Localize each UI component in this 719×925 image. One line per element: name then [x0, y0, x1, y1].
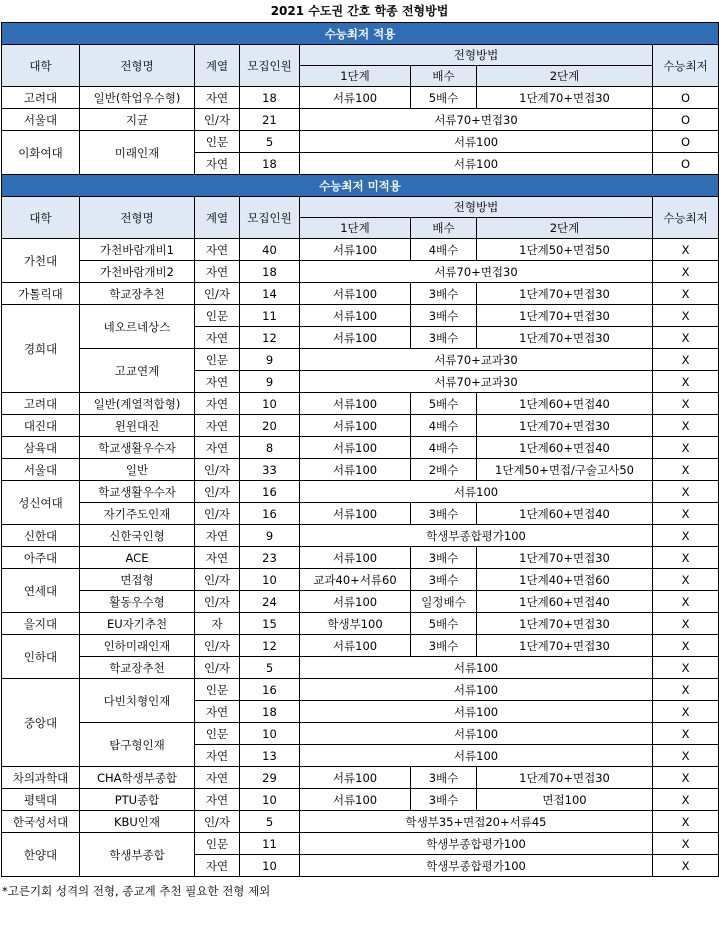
multiple-cell: 3배수: [411, 569, 477, 591]
method-cell: 서류100: [300, 131, 653, 153]
header-stage2: 2단계: [477, 66, 653, 87]
table-row: [2, 811, 719, 833]
method-cell: 서류100: [300, 701, 653, 723]
multiple-cell: 3배수: [411, 789, 477, 811]
header-csat: 수능최저: [653, 45, 719, 87]
program-cell: 네오르네상스: [80, 305, 195, 349]
program-cell: 고교연계: [80, 349, 195, 393]
csat-cell: X: [653, 789, 719, 811]
count-cell: 14: [240, 283, 300, 305]
count-cell: 18: [240, 701, 300, 723]
program-cell: 신한국인형: [80, 525, 195, 547]
csat-cell: X: [653, 767, 719, 789]
track-cell: 인문: [195, 679, 240, 701]
track-cell: 자연: [195, 525, 240, 547]
header-track: 계열: [195, 197, 240, 239]
method-cell: 학생부종합평가100: [300, 855, 653, 877]
header-stage1: 1단계: [300, 218, 411, 239]
csat-cell: X: [653, 261, 719, 283]
stage1-cell: 서류100: [300, 393, 411, 415]
table-row: [2, 109, 719, 131]
stage2-cell: 1단계70+면접30: [477, 547, 653, 569]
program-cell: 자기주도인재: [80, 503, 195, 525]
csat-cell: X: [653, 459, 719, 481]
csat-cell: X: [653, 481, 719, 503]
track-cell: 인/자: [195, 569, 240, 591]
univ-cell: 연세대: [2, 569, 80, 613]
table-row: [2, 261, 719, 283]
csat-cell: X: [653, 393, 719, 415]
track-cell: 자연: [195, 87, 240, 109]
track-cell: 인문: [195, 349, 240, 371]
track-cell: 자연: [195, 789, 240, 811]
track-cell: 인/자: [195, 283, 240, 305]
stage1-cell: 서류100: [300, 87, 411, 109]
count-cell: 5: [240, 657, 300, 679]
method-cell: 서류70+교과30: [300, 371, 653, 393]
csat-cell: O: [653, 153, 719, 175]
univ-cell: 이화여대: [2, 131, 80, 175]
csat-cell: O: [653, 87, 719, 109]
program-cell: 학교생활우수자: [80, 437, 195, 459]
count-cell: 29: [240, 767, 300, 789]
univ-cell: 한양대: [2, 833, 80, 877]
method-cell: 서류100: [300, 745, 653, 767]
program-cell: 가천바람개비2: [80, 261, 195, 283]
count-cell: 9: [240, 525, 300, 547]
track-cell: 자연: [195, 745, 240, 767]
table-row: [2, 789, 719, 811]
track-cell: 자연: [195, 393, 240, 415]
table-row: [2, 503, 719, 525]
header-method: 전형방법: [300, 45, 653, 66]
track-cell: 자연: [195, 327, 240, 349]
csat-cell: X: [653, 811, 719, 833]
count-cell: 9: [240, 349, 300, 371]
header-row: [2, 45, 719, 66]
method-cell: 서류70+면접30: [300, 109, 653, 131]
program-cell: 일반(계열적합형): [80, 393, 195, 415]
univ-cell: 을지대: [2, 613, 80, 635]
table-row: [2, 131, 719, 153]
univ-cell: 인하대: [2, 635, 80, 679]
track-cell: 인/자: [195, 591, 240, 613]
stage2-cell: 1단계70+면접30: [477, 327, 653, 349]
csat-cell: X: [653, 503, 719, 525]
header-univ: 대학: [2, 197, 80, 239]
univ-cell: 가톨릭대: [2, 283, 80, 305]
multiple-cell: 4배수: [411, 239, 477, 261]
track-cell: 자연: [195, 261, 240, 283]
program-cell: 학교생활우수자: [80, 481, 195, 503]
csat-cell: X: [653, 591, 719, 613]
table-row: [2, 767, 719, 789]
count-cell: 11: [240, 833, 300, 855]
method-cell: 서류100: [300, 153, 653, 175]
stage1-cell: 교과40+서류60: [300, 569, 411, 591]
csat-cell: X: [653, 283, 719, 305]
univ-cell: 가천대: [2, 239, 80, 283]
count-cell: 24: [240, 591, 300, 613]
count-cell: 15: [240, 613, 300, 635]
stage2-cell: 1단계50+면접50: [477, 239, 653, 261]
csat-cell: X: [653, 855, 719, 877]
count-cell: 21: [240, 109, 300, 131]
track-cell: 자연: [195, 371, 240, 393]
univ-cell: 한국성서대: [2, 811, 80, 833]
multiple-cell: 5배수: [411, 87, 477, 109]
track-cell: 인문: [195, 305, 240, 327]
stage2-cell: 1단계70+면접30: [477, 415, 653, 437]
stage2-cell: 1단계40+면접60: [477, 569, 653, 591]
stage2-cell: 1단계60+면접40: [477, 591, 653, 613]
header-count: 모집인원: [240, 45, 300, 87]
track-cell: 자연: [195, 153, 240, 175]
header-count: 모집인원: [240, 197, 300, 239]
csat-cell: O: [653, 131, 719, 153]
table-row: [2, 525, 719, 547]
table-row: [2, 459, 719, 481]
program-cell: 학교장추천: [80, 283, 195, 305]
table-row: [2, 87, 719, 109]
stage2-cell: 1단계60+면접40: [477, 503, 653, 525]
program-cell: 다빈치형인재: [80, 679, 195, 723]
track-cell: 인문: [195, 833, 240, 855]
method-cell: 서류70+면접30: [300, 261, 653, 283]
univ-cell: 고려대: [2, 87, 80, 109]
track-cell: 인/자: [195, 635, 240, 657]
csat-cell: X: [653, 745, 719, 767]
stage1-cell: 서류100: [300, 459, 411, 481]
section-label: 수능최저 적용: [2, 23, 719, 45]
csat-cell: X: [653, 437, 719, 459]
table-row: [2, 349, 719, 371]
univ-cell: 아주대: [2, 547, 80, 569]
count-cell: 18: [240, 153, 300, 175]
track-cell: 자연: [195, 415, 240, 437]
csat-cell: O: [653, 109, 719, 131]
count-cell: 8: [240, 437, 300, 459]
stage1-cell: 학생부100: [300, 613, 411, 635]
program-cell: 활동우수형: [80, 591, 195, 613]
multiple-cell: 3배수: [411, 767, 477, 789]
multiple-cell: 3배수: [411, 547, 477, 569]
stage1-cell: 서류100: [300, 415, 411, 437]
csat-cell: X: [653, 723, 719, 745]
stage1-cell: 서류100: [300, 789, 411, 811]
count-cell: 10: [240, 855, 300, 877]
section-label: 수능최저 미적용: [2, 175, 719, 197]
track-cell: 자연: [195, 437, 240, 459]
program-cell: 일반: [80, 459, 195, 481]
program-cell: 윈윈대진: [80, 415, 195, 437]
section-banner: [2, 175, 719, 197]
program-cell: 가천바람개비1: [80, 239, 195, 261]
csat-cell: X: [653, 547, 719, 569]
program-cell: 인하미래인재: [80, 635, 195, 657]
count-cell: 9: [240, 371, 300, 393]
csat-cell: X: [653, 371, 719, 393]
univ-cell: 고려대: [2, 393, 80, 415]
method-cell: 학생부종합평가100: [300, 833, 653, 855]
track-cell: 자연: [195, 767, 240, 789]
track-cell: 인/자: [195, 657, 240, 679]
program-cell: ACE: [80, 547, 195, 569]
csat-cell: X: [653, 833, 719, 855]
count-cell: 16: [240, 481, 300, 503]
count-cell: 12: [240, 635, 300, 657]
table-row: [2, 657, 719, 679]
header-track: 계열: [195, 45, 240, 87]
table-row: [2, 283, 719, 305]
stage2-cell: 1단계70+면접30: [477, 305, 653, 327]
stage2-cell: 면접100: [477, 789, 653, 811]
stage1-cell: 서류100: [300, 305, 411, 327]
track-cell: 인/자: [195, 109, 240, 131]
table-row: [2, 305, 719, 327]
multiple-cell: 3배수: [411, 503, 477, 525]
count-cell: 10: [240, 723, 300, 745]
method-cell: 학생부종합평가100: [300, 525, 653, 547]
method-cell: 학생부35+면접20+서류45: [300, 811, 653, 833]
admissions-table: [1, 22, 719, 877]
header-name: 전형명: [80, 45, 195, 87]
count-cell: 10: [240, 569, 300, 591]
count-cell: 10: [240, 393, 300, 415]
csat-cell: X: [653, 635, 719, 657]
table-row: [2, 547, 719, 569]
table-row: [2, 679, 719, 701]
program-cell: 일반(학업우수형): [80, 87, 195, 109]
program-cell: 면접형: [80, 569, 195, 591]
count-cell: 5: [240, 131, 300, 153]
count-cell: 13: [240, 745, 300, 767]
program-cell: 탐구형인재: [80, 723, 195, 767]
table-row: [2, 833, 719, 855]
track-cell: 인/자: [195, 503, 240, 525]
csat-cell: X: [653, 679, 719, 701]
header-stage2: 2단계: [477, 218, 653, 239]
count-cell: 18: [240, 261, 300, 283]
header-csat: 수능최저: [653, 197, 719, 239]
track-cell: 자연: [195, 547, 240, 569]
method-cell: 서류100: [300, 723, 653, 745]
csat-cell: X: [653, 525, 719, 547]
univ-cell: 삼육대: [2, 437, 80, 459]
multiple-cell: 5배수: [411, 393, 477, 415]
csat-cell: X: [653, 415, 719, 437]
univ-cell: 차의과학대: [2, 767, 80, 789]
csat-cell: X: [653, 349, 719, 371]
track-cell: 자연: [195, 239, 240, 261]
count-cell: 33: [240, 459, 300, 481]
stage1-cell: 서류100: [300, 635, 411, 657]
program-cell: EU자기추천: [80, 613, 195, 635]
track-cell: 인문: [195, 723, 240, 745]
univ-cell: 서울대: [2, 459, 80, 481]
track-cell: 자: [195, 613, 240, 635]
multiple-cell: 4배수: [411, 415, 477, 437]
count-cell: 18: [240, 87, 300, 109]
footnote: *고른기회 성격의 전형, 종교계 추천 필요한 전형 제외: [2, 884, 271, 898]
univ-cell: 대진대: [2, 415, 80, 437]
track-cell: 인/자: [195, 811, 240, 833]
multiple-cell: 일정배수: [411, 591, 477, 613]
stage1-cell: 서류100: [300, 283, 411, 305]
count-cell: 23: [240, 547, 300, 569]
page-title: 2021 수도권 간호 학종 전형방법: [270, 4, 449, 18]
multiple-cell: 2배수: [411, 459, 477, 481]
table-row: [2, 481, 719, 503]
count-cell: 10: [240, 789, 300, 811]
univ-cell: 평택대: [2, 789, 80, 811]
stage1-cell: 서류100: [300, 327, 411, 349]
csat-cell: X: [653, 239, 719, 261]
table-row: [2, 437, 719, 459]
univ-cell: 중앙대: [2, 679, 80, 767]
univ-cell: 서울대: [2, 109, 80, 131]
multiple-cell: 5배수: [411, 613, 477, 635]
method-cell: 서류100: [300, 679, 653, 701]
section-banner: [2, 23, 719, 45]
count-cell: 11: [240, 305, 300, 327]
track-cell: 자연: [195, 701, 240, 723]
univ-cell: 신한대: [2, 525, 80, 547]
stage2-cell: 1단계60+면접40: [477, 393, 653, 415]
header-row: [2, 197, 719, 218]
count-cell: 5: [240, 811, 300, 833]
program-cell: 학교장추천: [80, 657, 195, 679]
header-stage1: 1단계: [300, 66, 411, 87]
header-name: 전형명: [80, 197, 195, 239]
track-cell: 자연: [195, 855, 240, 877]
method-cell: 서류100: [300, 481, 653, 503]
count-cell: 12: [240, 327, 300, 349]
csat-cell: X: [653, 327, 719, 349]
count-cell: 16: [240, 679, 300, 701]
header-multiple: 배수: [411, 66, 477, 87]
track-cell: 인/자: [195, 459, 240, 481]
program-cell: 지균: [80, 109, 195, 131]
multiple-cell: 3배수: [411, 327, 477, 349]
multiple-cell: 4배수: [411, 437, 477, 459]
stage1-cell: 서류100: [300, 547, 411, 569]
csat-cell: X: [653, 305, 719, 327]
header-univ: 대학: [2, 45, 80, 87]
table-row: [2, 723, 719, 745]
stage2-cell: 1단계70+면접30: [477, 767, 653, 789]
program-cell: CHA학생부종합: [80, 767, 195, 789]
univ-cell: 경희대: [2, 305, 80, 393]
table-row: [2, 569, 719, 591]
count-cell: 16: [240, 503, 300, 525]
track-cell: 인문: [195, 131, 240, 153]
univ-cell: 성신여대: [2, 481, 80, 525]
table-row: [2, 635, 719, 657]
program-cell: 학생부종합: [80, 833, 195, 877]
stage2-cell: 1단계70+면접30: [477, 635, 653, 657]
stage2-cell: 1단계70+면접30: [477, 613, 653, 635]
program-cell: KBU인재: [80, 811, 195, 833]
method-cell: 서류70+교과30: [300, 349, 653, 371]
count-cell: 40: [240, 239, 300, 261]
stage2-cell: 1단계60+면접40: [477, 437, 653, 459]
stage1-cell: 서류100: [300, 767, 411, 789]
header-multiple: 배수: [411, 218, 477, 239]
header-method: 전형방법: [300, 197, 653, 218]
count-cell: 20: [240, 415, 300, 437]
csat-cell: X: [653, 569, 719, 591]
table-row: [2, 415, 719, 437]
stage2-cell: 1단계50+면접/구술고사50: [477, 459, 653, 481]
csat-cell: X: [653, 657, 719, 679]
stage1-cell: 서류100: [300, 437, 411, 459]
program-cell: PTU종합: [80, 789, 195, 811]
csat-cell: X: [653, 701, 719, 723]
table-row: [2, 239, 719, 261]
track-cell: 인/자: [195, 481, 240, 503]
table-row: [2, 393, 719, 415]
program-cell: 미래인재: [80, 131, 195, 175]
stage1-cell: 서류100: [300, 503, 411, 525]
multiple-cell: 3배수: [411, 283, 477, 305]
csat-cell: X: [653, 613, 719, 635]
multiple-cell: 3배수: [411, 635, 477, 657]
method-cell: 서류100: [300, 657, 653, 679]
stage2-cell: 1단계70+면접30: [477, 283, 653, 305]
stage1-cell: 서류100: [300, 591, 411, 613]
table-row: [2, 613, 719, 635]
stage1-cell: 서류100: [300, 239, 411, 261]
multiple-cell: 3배수: [411, 305, 477, 327]
stage2-cell: 1단계70+면접30: [477, 87, 653, 109]
table-row: [2, 591, 719, 613]
